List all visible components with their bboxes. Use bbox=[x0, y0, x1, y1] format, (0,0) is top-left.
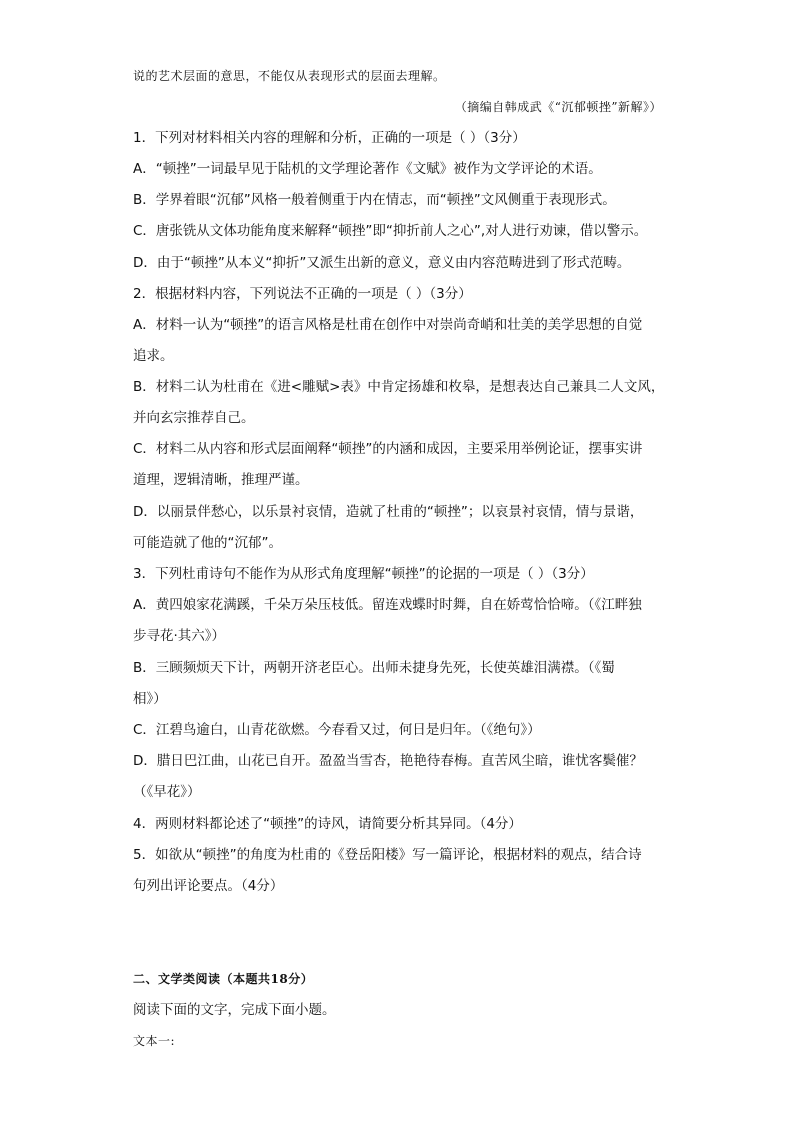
section-2-instruction: 阅读下面的文字，完成下面小题。 bbox=[133, 1002, 336, 1018]
question-1-option-b: B．学界着眼“沉郁”风格一般着侧重于内在情志，而“顿挫”文风侧重于表现形式。 bbox=[133, 192, 616, 208]
question-2-option-d-line2: 可能造就了他的“沉郁”。 bbox=[133, 535, 282, 551]
question-2-option-a-line2: 追求。 bbox=[133, 348, 174, 364]
question-3-option-d-line2: （《早花》） bbox=[133, 784, 201, 800]
question-1-option-c: C．唐张铣从文体功能角度来解释“顿挫”即“抑折前人之心”,对人进行劝谏，借以警示。 bbox=[133, 223, 648, 239]
question-2-option-c-line1: C．材料二从内容和形式层面阐释“顿挫”的内涵和成因，主要采用举例论证，摆事实讲 bbox=[133, 441, 643, 457]
intro-tail-text: 说的艺术层面的意思，不能仅从表现形式的层面去理解。 bbox=[133, 69, 446, 83]
question-1-option-a: A．“顿挫”一词最早见于陆机的文学理论著作《文赋》被作为文学评论的术语。 bbox=[133, 161, 602, 177]
question-5-stem-line2: 句列出评论要点。（4分） bbox=[133, 878, 284, 894]
question-3-stem: 3．下列杜甫诗句不能作为从形式角度理解“顿挫”的论据的一项是（ ）（3分） bbox=[133, 566, 594, 582]
source-citation: （摘编自韩成武《“沉郁顿挫”新解》） bbox=[454, 100, 662, 114]
question-5-stem-line1: 5．如欲从“顿挫”的角度为杜甫的《登岳阳楼》写一篇评论，根据材料的观点，结合诗 bbox=[133, 847, 642, 863]
question-3-option-c: C．江碧鸟逾白，山青花欲燃。今春看又过，何日是归年。（《绝句》） bbox=[133, 722, 541, 738]
text-one-label: 文本一: bbox=[133, 1034, 176, 1048]
question-2-option-d-line1: D．以丽景伴愁心，以乐景衬哀情，造就了杜甫的“顿挫”；以哀景衬哀情，情与景谐， bbox=[133, 504, 644, 520]
question-2-stem: 2．根据材料内容，下列说法不正确的一项是（ ）（3分） bbox=[133, 286, 472, 302]
question-3-option-a-line2: 步寻花·其六》） bbox=[133, 628, 226, 644]
question-2-option-b-line1: B．材料二认为杜甫在《进<雕赋>表》中肯定扬雄和枚皋，是想表达自己兼具二人文风， bbox=[133, 379, 665, 395]
question-3-option-b-line2: 相》） bbox=[133, 691, 167, 707]
question-3-option-a-line1: A．黄四娘家花满蹊，千朵万朵压枝低。留连戏蝶时时舞，自在娇莺恰恰啼。（《江畔独 bbox=[133, 597, 642, 613]
question-2-option-a-line1: A．材料一认为“顿挫”的语言风格是杜甫在创作中对崇尚奇峭和壮美的美学思想的自觉 bbox=[133, 317, 643, 333]
question-2-option-b-line2: 并向玄宗推荐自己。 bbox=[133, 410, 255, 426]
question-3-option-d-line1: D．腊日巴江曲，山花已自开。盈盈当雪杏，艳艳待春梅。直苦风尘暗，谁忧客鬓催？ bbox=[133, 753, 643, 769]
section-2-heading: 二、文学类阅读（本题共18分） bbox=[133, 972, 314, 986]
question-1-option-d: D．由于“顿挫”从本义“抑折”又派生出新的意义，意义由内容范畴进到了形式范畴。 bbox=[133, 255, 631, 271]
question-2-option-c-line2: 道理，逻辑清晰，推理严谨。 bbox=[133, 472, 309, 488]
question-4-stem: 4．两则材料都论述了“顿挫”的诗风，请简要分析其异同。（4分） bbox=[133, 816, 522, 832]
question-3-option-b-line1: B．三顾频烦天下计，两朝开济老臣心。出师未捷身先死，长使英雄泪满襟。（《蜀 bbox=[133, 660, 615, 676]
question-1-stem: 1．下列对材料相关内容的理解和分析，正确的一项是（ ）（3分） bbox=[133, 130, 526, 146]
